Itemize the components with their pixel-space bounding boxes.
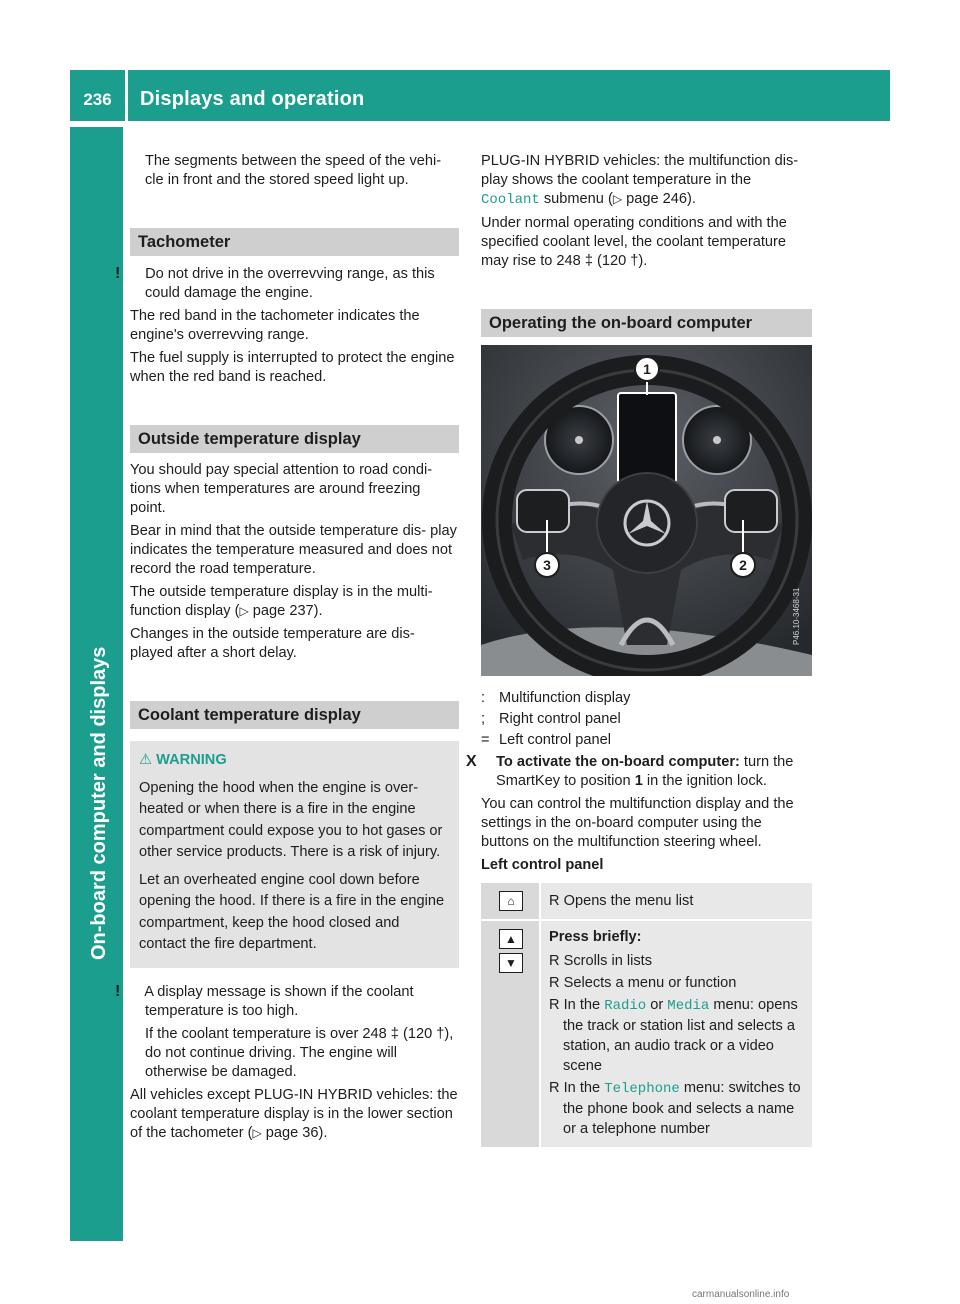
reference-number: ; [481,711,486,727]
watermark: carmanualsonline.info [692,1289,790,1300]
action-arrow-icon: X [466,753,477,770]
table-row [481,883,812,920]
warning-p2: Let an overheated engine cool down before opening the hood. If there is a fire in the engine compartment, keep the hood closed and contact the fire department. [139,871,445,952]
heading-operating-computer: Operating the on-board computer [481,309,812,337]
svg-text:1: 1 [643,361,651,377]
outside-p1: You should pay special attention to road condi- tions when temperatures are around freezing point. [130,462,433,516]
side-tab-label: On-board computer and displays [88,646,110,960]
key-cell [481,883,540,920]
table-row [481,920,812,1147]
display-text-coolant: Coolant [481,192,540,208]
notice-coolant: ! A display message is shown if the coolant temperature is too high. [115,982,414,1019]
plugin-hybrid-p1: PLUG-IN HYBRID vehicles: the multifunction dis- play shows the coolant temperature in the Coolant submenu (▷ page 246). [481,153,799,208]
page-ref-arrow-icon: ▷ [239,604,249,618]
display-text-telephone: Telephone [604,1081,680,1097]
display-text-radio: Radio [604,998,647,1014]
page-number: 236 [83,90,112,109]
outside-p3: The outside temperature display is in the multi- function display (▷ page 237). [130,584,433,619]
svg-text:3: 3 [543,557,551,573]
outside-p2: Bear in mind that the outside temperature dis- play indicates the temperature measured and does not record the road temperature. [130,523,457,577]
list-item: R Opens the menu list [549,893,694,909]
list-item: ; Right control panel [481,711,621,727]
callout-3 [535,553,559,577]
up-key-icon: ▲ [499,929,523,949]
key-cell [481,920,540,1147]
svg-text:2: 2 [739,557,747,573]
steering-wheel-illustration [481,345,812,676]
heading-tachometer: Tachometer [130,228,459,256]
left-control-panel-title: Left control panel [481,857,604,873]
description-cell [540,883,812,920]
home-key-icon: ⌂ [499,891,523,911]
list-item: = Left control panel [481,732,611,748]
warning-triangle-icon: ⚠ [139,752,153,768]
coolant-normal-p2: Under normal operating conditions and with the specified coolant level, the coolant temperature may rise to 248 ‡ (120 †). [481,215,787,269]
warning-title: ⚠ WARNING [139,752,227,768]
description-cell [540,920,812,1147]
figure-code: P46.10-3468-31 [792,587,801,645]
tachometer-p1: The red band in the tachometer indicates the engine's overrevving range. [130,308,420,343]
right-column [466,152,812,1147]
list-item: : Multifunction display [481,690,631,706]
warning-box [130,741,459,968]
list-item: R In the Telephone menu: switches to the phone book and selects a name or a telephone number [549,1080,801,1137]
press-briefly-heading: Press briefly: [549,929,642,945]
display-text-media: Media [667,998,710,1014]
callout-1 [635,357,659,381]
reference-number: : [481,690,486,706]
control-p3: You can control the multifunction display and the settings in the on-board computer using the buttons on the multifunction steering wheel. [481,796,794,850]
heading-coolant-temperature: Coolant temperature display [130,701,459,729]
notice-coolant-p2: If the coolant temperature is over 248 ‡ (120 †), do not continue driving. The engine will otherwise be damaged. [145,1025,454,1080]
figure-reference-list [481,689,812,750]
outside-p4: Changes in the outside temperature are dis- played after a short delay. [130,626,415,661]
warning-p1: Opening the hood when the engine is over- heated or when there is a fire in the engine compartment could expose you to hot gases or other service products. There is a risk of injury. [139,779,443,860]
reference-number: = [481,732,490,748]
left-column [115,152,459,1147]
heading-outside-temperature: Outside temperature display [130,425,459,453]
keys-table [481,883,812,1147]
section-title: Displays and operation [140,88,365,110]
list-item: R In the Radio or Media menu: opens the track or station list and selects a station, an audio track or a video scene [549,997,798,1074]
list-item: R Selects a menu or function [549,975,737,991]
intro-text: The segments between the speed of the vehi- cle in front and the stored speed light up. [145,153,442,188]
down-key-icon: ▼ [499,953,523,973]
notice-icon: ! [115,982,121,1000]
tachometer-p2: The fuel supply is interrupted to protect the engine when the red band is reached. [130,350,455,385]
action-step: X To activate the on-board computer: turn the SmartKey to position 1 in the ignition lock. [466,753,794,789]
callout-2 [731,553,755,577]
notice-tachometer: ! Do not drive in the overrevving range, as this could damage the engine. [115,265,435,301]
page-ref-arrow-icon: ▷ [612,192,623,206]
coolant-p1: All vehicles except PLUG-IN HYBRID vehicles: the coolant temperature display is in the lower section of the tachometer (▷ page 36). [130,1086,458,1141]
steering-wheel-figure [481,345,812,676]
list-item: R Scrolls in lists [549,953,652,969]
header-separator [125,70,128,121]
notice-icon: ! [115,265,121,282]
page-ref-arrow-icon: ▷ [252,1125,262,1140]
